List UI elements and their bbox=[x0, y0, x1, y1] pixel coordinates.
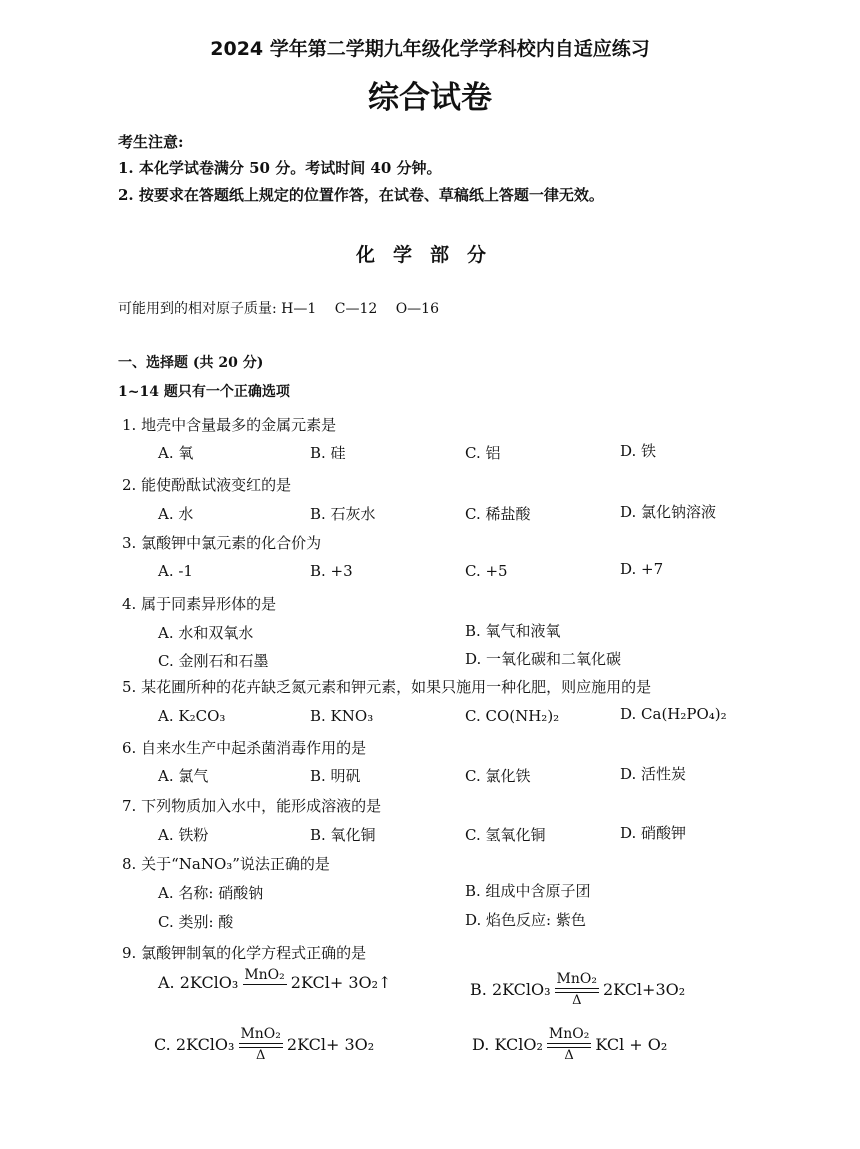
question-4-option-c: C. 金刚石和石墨 bbox=[158, 652, 269, 670]
part1-heading: 一、选择题 (共 20 分) bbox=[118, 355, 264, 371]
question-8-option-d: D. 焰色反应: 紫色 bbox=[465, 911, 586, 929]
question-3-option-a: A. -1 bbox=[158, 562, 193, 580]
question-7-option-a: A. 铁粉 bbox=[158, 826, 209, 844]
heat-symbol: Δ bbox=[564, 1048, 574, 1063]
question-1-option-c: C. 铝 bbox=[465, 444, 501, 462]
question-7-stem: 7. 下列物质加入水中，能形成溶液的是 bbox=[122, 797, 382, 815]
notice-item-1: 1. 本化学试卷满分 50 分。考试时间 40 分钟。 bbox=[118, 159, 442, 177]
equation-reactant: 2KClO₃ bbox=[179, 973, 239, 992]
notice-heading: 考生注意: bbox=[118, 133, 184, 151]
atomic-masses: 可能用到的相对原子质量: H—1 C—12 O—16 bbox=[118, 301, 440, 317]
catalyst-label: MnO₂ bbox=[240, 1026, 281, 1042]
question-2-option-a: A. 水 bbox=[158, 505, 194, 523]
question-3-stem: 3. 氯酸钾中氯元素的化合价为 bbox=[122, 534, 322, 552]
question-9-option-a bbox=[158, 968, 391, 997]
question-1-option-a: A. 氧 bbox=[158, 444, 194, 462]
equation-reactant: KClO₂ bbox=[494, 1035, 543, 1054]
exam-title: 2024 学年第二学期九年级化学学科校内自适应练习 bbox=[210, 38, 650, 60]
question-5-option-d: D. Ca(H₂PO₄)₂ bbox=[620, 705, 727, 723]
question-6-option-d: D. 活性炭 bbox=[620, 765, 687, 783]
option-label: A. bbox=[158, 973, 175, 992]
question-8-stem: 8. 关于“NaNO₃”说法正确的是 bbox=[122, 855, 330, 873]
question-7-option-c: C. 氢氧化铜 bbox=[465, 826, 546, 844]
question-7-option-b: B. 氧化铜 bbox=[310, 826, 376, 844]
question-5-stem: 5. 某花圃所种的花卉缺乏氮元素和钾元素，如果只施用一种化肥，则应施用的是 bbox=[122, 678, 652, 696]
reaction-equals-sign bbox=[555, 972, 599, 1007]
question-4-stem: 4. 属于同素异形体的是 bbox=[122, 595, 277, 613]
catalyst-label: MnO₂ bbox=[548, 1026, 590, 1042]
question-5-option-c: C. CO(NH₂)₂ bbox=[465, 707, 560, 725]
question-3-option-d: D. +7 bbox=[620, 560, 664, 578]
question-9-option-c bbox=[154, 1027, 374, 1062]
question-9-option-d bbox=[472, 1027, 667, 1062]
question-3-option-c: C. +5 bbox=[465, 562, 508, 580]
heat-symbol: Δ bbox=[572, 993, 582, 1008]
equation-product: 2KCl+3O₂ bbox=[602, 980, 686, 999]
question-4-option-b: B. 氧气和液氧 bbox=[465, 622, 561, 640]
question-8-option-c: C. 类别: 酸 bbox=[158, 913, 234, 931]
equation-product: KCl + O₂ bbox=[595, 1035, 668, 1054]
question-2-option-b: B. 石灰水 bbox=[310, 505, 376, 523]
catalyst-label: MnO₂ bbox=[556, 971, 597, 987]
question-4-option-d: D. 一氧化碳和二氧化碳 bbox=[465, 650, 622, 668]
question-5-option-b: B. KNO₃ bbox=[310, 707, 374, 725]
question-2-option-d: D. 氯化钠溶液 bbox=[620, 503, 717, 521]
notice-item-2: 2. 按要求在答题纸上规定的位置作答，在试卷、草稿纸上答题一律无效。 bbox=[118, 186, 604, 204]
option-label: C. bbox=[154, 1035, 171, 1054]
section-title: 化学部分 bbox=[355, 244, 504, 266]
reaction-arrow bbox=[242, 968, 286, 997]
question-4-option-a: A. 水和双氧水 bbox=[158, 624, 254, 642]
question-2-option-c: C. 稀盐酸 bbox=[465, 505, 531, 523]
question-6-stem: 6. 自来水生产中起杀菌消毒作用的是 bbox=[122, 739, 367, 757]
question-1-option-b: B. 硅 bbox=[310, 444, 346, 462]
part1-subheading: 1~14 题只有一个正确选项 bbox=[118, 384, 290, 400]
question-2-stem: 2. 能使酚酞试液变红的是 bbox=[122, 476, 292, 494]
exam-subtitle: 综合试卷 bbox=[368, 80, 492, 116]
equation-product: 2KCl+ 3O₂↑ bbox=[290, 973, 392, 992]
equation-reactant: 2KClO₃ bbox=[175, 1035, 235, 1054]
question-6-option-a: A. 氯气 bbox=[158, 767, 209, 785]
equation-reactant: 2KClO₃ bbox=[491, 980, 551, 999]
catalyst-label: MnO₂ bbox=[244, 967, 285, 983]
question-9-option-b bbox=[470, 972, 685, 1007]
question-1-stem: 1. 地壳中含量最多的金属元素是 bbox=[122, 416, 337, 434]
question-5-option-a: A. K₂CO₃ bbox=[158, 707, 226, 725]
question-6-option-c: C. 氯化铁 bbox=[465, 767, 531, 785]
option-label: B. bbox=[470, 980, 487, 999]
option-label: D. bbox=[472, 1035, 490, 1054]
question-3-option-b: B. +3 bbox=[310, 562, 353, 580]
heat-symbol: Δ bbox=[255, 1048, 266, 1063]
reaction-equals-sign bbox=[238, 1027, 282, 1062]
reaction-equals-sign bbox=[547, 1027, 591, 1062]
question-9-stem: 9. 氯酸钾制氧的化学方程式正确的是 bbox=[122, 944, 367, 962]
question-1-option-d: D. 铁 bbox=[620, 442, 657, 460]
question-6-option-b: B. 明矾 bbox=[310, 767, 361, 785]
question-7-option-d: D. 硝酸钾 bbox=[620, 824, 687, 842]
equation-product: 2KCl+ 3O₂ bbox=[286, 1035, 375, 1054]
question-8-option-a: A. 名称: 硝酸钠 bbox=[158, 884, 264, 902]
question-8-option-b: B. 组成中含原子团 bbox=[465, 882, 591, 900]
